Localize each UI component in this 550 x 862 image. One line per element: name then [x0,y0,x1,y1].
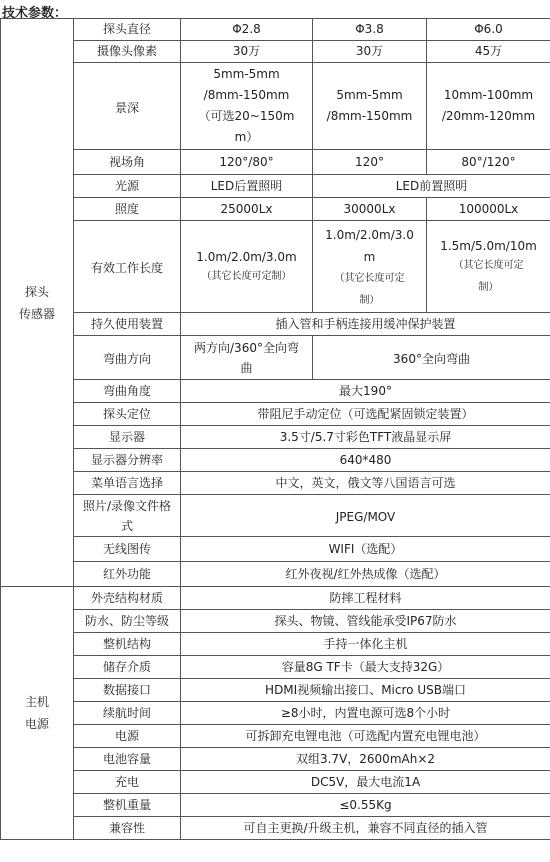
row-pixels [1,41,550,63]
row-label: 整机结构 [74,633,181,656]
cell: ≥8小时，内置电源可选8个小时 [181,702,550,725]
cell: 容量8G TF卡（最大支持32G） [181,656,550,679]
cell: 45万 [427,41,550,63]
host-row [1,817,550,840]
cell: 80°/120° [427,150,550,175]
cell: 中文，英文，俄文等八国语言可选 [181,472,550,495]
host-row [1,702,550,725]
cell: 探头、物镜、管线能承受IP67防水 [181,610,550,633]
row-label: 防水、防尘等级 [74,610,181,633]
spec-table [0,18,550,840]
row-lux [1,198,550,221]
row-bend-angle [1,380,550,403]
row-bend-direction [1,336,550,380]
host-row [1,633,550,656]
cell: 防摔工程材料 [181,587,550,610]
cell-main: 1.0m/2.0m/3.0 m [325,228,414,264]
group-label: 探头 传感器 [18,284,55,321]
cell: 10mm-100mm /20mm-120mm [427,63,550,150]
row-resolution [1,449,550,472]
section-heading: 技术参数： [2,6,68,21]
group-probe-sensor [1,19,74,587]
cell: 360°全向弯曲 [313,336,550,380]
row-label: 照片/录像文件格 式 [74,495,181,537]
host-row [1,679,550,702]
host-row [1,725,550,748]
cell-note: （其它长度可定 制） [334,273,405,306]
row-position [1,403,550,426]
cell: 手持一体化主机 [181,633,550,656]
row-label: 探头定位 [74,403,181,426]
row-dof [1,63,550,150]
cell: 30万 [181,41,313,63]
row-label: 电源 [74,725,181,748]
row-label: 光源 [74,175,181,198]
cell: 最大190° [181,380,550,403]
cell: HDMI视频输出接口、Micro USB端口 [181,679,550,702]
row-label: 持久使用装置 [74,313,181,336]
row-length [1,221,550,313]
cell: 25000Lx [181,198,313,221]
row-label: 电池容量 [74,748,181,771]
row-label: 充电 [74,771,181,794]
cell: Φ3.8 [313,19,427,41]
row-label: 储存介质 [74,656,181,679]
cell-note: （其它长度可定制） [201,270,292,282]
cell-main: 1.0m/2.0m/3.0m [196,249,297,264]
group-host-power [1,587,74,840]
row-display [1,426,550,449]
cell: 30000Lx [313,198,427,221]
row-fov [1,150,550,175]
row-label: 弯曲方向 [74,336,181,380]
cell [427,221,550,313]
row-wireless [1,537,550,562]
row-format [1,495,550,537]
host-row [1,610,550,633]
row-label: 照度 [74,198,181,221]
cell: 120° [313,150,427,175]
row-label: 摄像头像素 [74,41,181,63]
row-label: 视场角 [74,150,181,175]
cell: Φ6.0 [427,19,550,41]
cell: DC5V，最大电流1A [181,771,550,794]
row-label: 景深 [74,63,181,150]
row-label: 无线图传 [74,537,181,562]
cell: 可拆卸充电锂电池（可选配内置充电锂电池） [181,725,550,748]
row-label: 探头直径 [74,19,181,41]
cell: LED前置照明 [313,175,550,198]
row-durable [1,313,550,336]
cell: JPEG/MOV [181,495,550,537]
cell: 5mm-5mm /8mm-150mm [313,63,427,150]
cell: 红外夜视/红外热成像（选配） [181,562,550,587]
row-label: 续航时间 [74,702,181,725]
row-label: 兼容性 [74,817,181,840]
row-language [1,472,550,495]
row-label: 显示器分辨率 [74,449,181,472]
cell: 双组3.7V，2600mAh×2 [181,748,550,771]
row-label: 数据接口 [74,679,181,702]
row-light [1,175,550,198]
cell [313,221,427,313]
cell: ≤0.55Kg [181,794,550,817]
host-row [1,771,550,794]
row-diameter [1,19,550,41]
cell: 640*480 [181,449,550,472]
host-row [1,794,550,817]
cell: 两方向/360°全向弯 曲 [181,336,313,380]
cell: 可自主更换/升级主机，兼容不同直径的插入管 [181,817,550,840]
cell: 100000Lx [427,198,550,221]
row-label: 整机重量 [74,794,181,817]
row-label: 菜单语言选择 [74,472,181,495]
cell: 30万 [313,41,427,63]
cell: Φ2.8 [181,19,313,41]
cell-note: （其它长度可定 制） [453,259,524,293]
cell: LED后置照明 [181,175,313,198]
row-label: 红外功能 [74,562,181,587]
row-infrared [1,562,550,587]
row-label: 有效工作长度 [74,221,181,313]
host-row [1,748,550,771]
cell: 120°/80° [181,150,313,175]
row-label: 显示器 [74,426,181,449]
group-label: 主机 电源 [24,695,49,731]
cell-main: 1.5m/5.0m/10m [440,238,537,253]
cell: 带阻尼手动定位（可选配紧固锁定装置） [181,403,550,426]
row-label: 弯曲角度 [74,380,181,403]
host-row [1,656,550,679]
cell: 5mm-5mm /8mm-150mm （可选20~150m m） [181,63,313,150]
cell [181,221,313,313]
cell: WIFI（选配） [181,537,550,562]
cell: 3.5寸/5.7寸彩色TFT液晶显示屏 [181,426,550,449]
row-label: 外壳结构材质 [74,587,181,610]
host-row [1,587,550,610]
cell: 插入管和手柄连接用缓冲保护装置 [181,313,550,336]
